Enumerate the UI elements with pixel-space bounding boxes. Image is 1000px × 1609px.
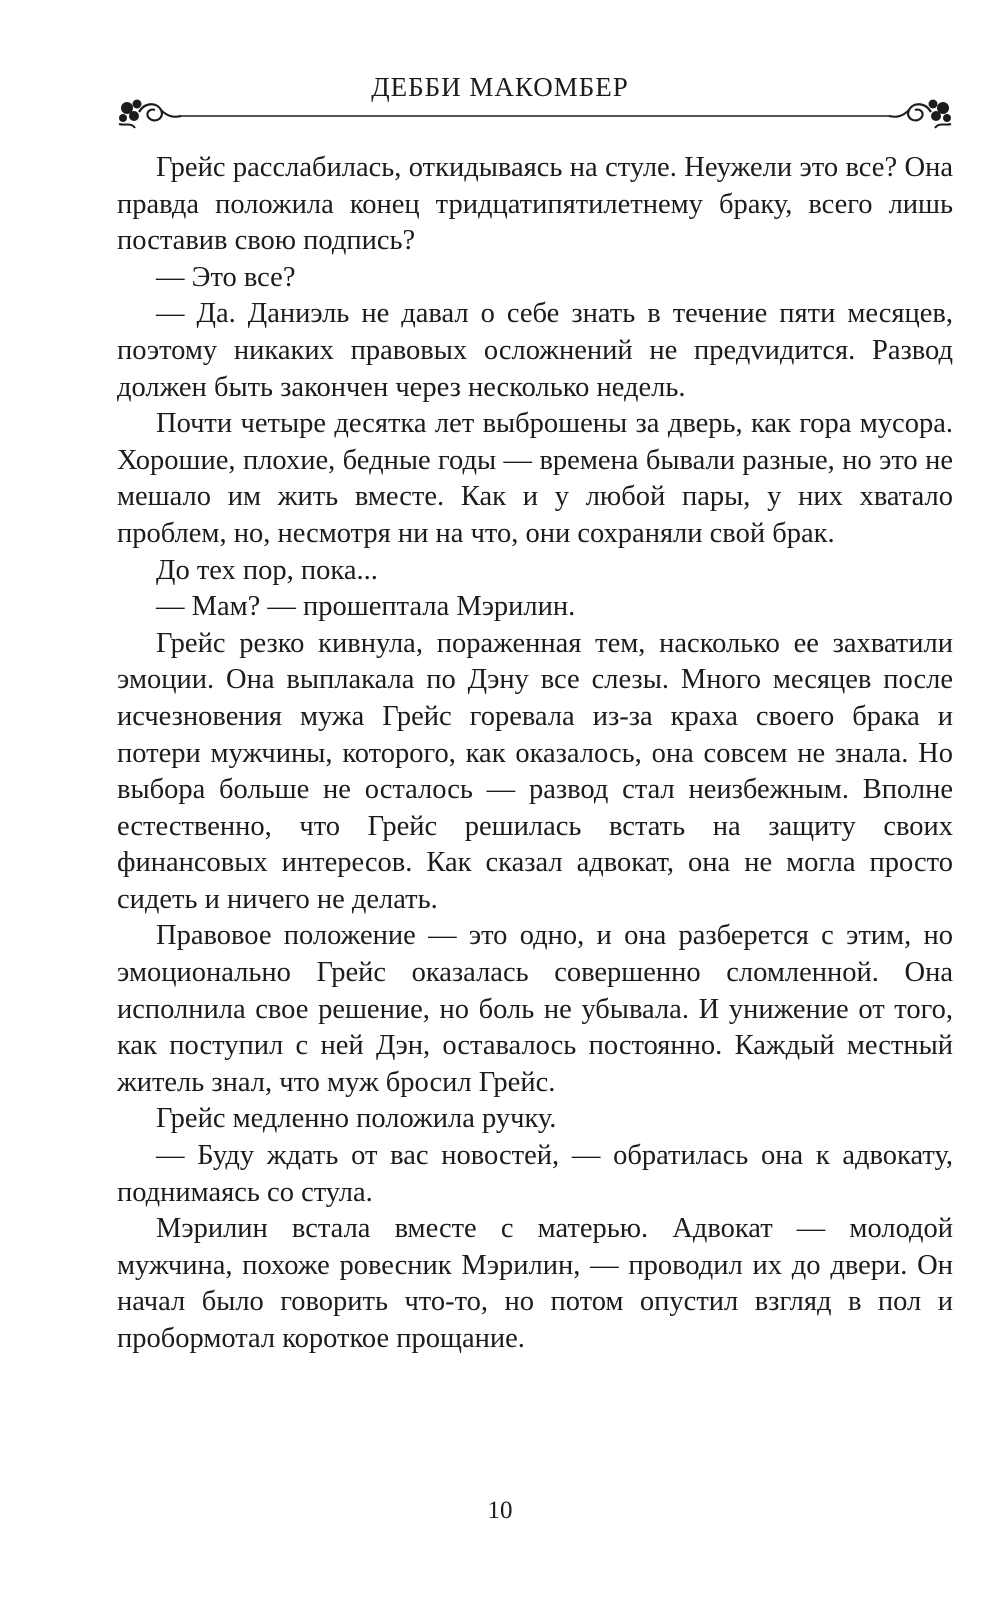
- right-flourish-icon: [889, 100, 951, 129]
- body-text: [117, 150, 953, 1358]
- paragraph: Правовое положение — это одно, и она разберется с этим, но эмоционально Грейс оказалась совершенно сломленной. Она исполнила свое решение, но боль не убывала. И унижение от того, как поступил с ней Дэн, оставалось постоянно. Каждый местный житель знал, что муж бросил Грейс.: [117, 920, 953, 1098]
- running-title: ДЕББИ МАКОМБЕР: [371, 72, 629, 102]
- paragraph: — Буду ждать от вас новостей, — обратилась она к адвокату, поднимаясь со стула.: [117, 1140, 953, 1208]
- paragraph: Грейс расслабилась, откидываясь на стуле. Неужели это все? Она правда положила конец тридцатипятилетнему браку, всего лишь поставив свою подпись?: [117, 152, 953, 257]
- paragraph: — Это все?: [156, 261, 296, 293]
- paragraph: — Мам? — прошептала Мэрилин.: [156, 591, 576, 623]
- paragraph: Грейс медленно положила ручку.: [156, 1103, 557, 1135]
- paragraph: — Да. Даниэль не давал о себе знать в течение пяти месяцев, поэтому никаких правовых осложнений не предvидится. Развод должен быть закончен через несколько недель.: [117, 298, 953, 403]
- decorative-rule: [115, 98, 955, 132]
- paragraph: Почти четыре десятка лет выброшены за дверь, как гора мусора. Хорошие, плохие, бедные годы — времена бывали разные, но это не мешало им жить вместе. Как и у любой пары, у них хватало проблем, но, несмотря ни на что, они сохраняли свой брак.: [117, 408, 953, 549]
- paragraph: Мэрилин встала вместе с матерью. Адвокат — молодой мужчина, похоже ровесник Мэрилин, — проводил их до двери. Он начал было говорить что-то, но потом опустил взгляд в пол и пробормотал короткое прощание.: [117, 1213, 953, 1354]
- left-flourish-icon: [119, 100, 181, 129]
- paragraph: До тех пор, пока...: [156, 554, 378, 586]
- paragraph: Грейс резко кивнула, пораженная тем, насколько ее захватили эмоции. Она выплакала по Дэну все слезы. Много месяцев после исчезновения мужа Грейс горевала из-за краха своего брака и потери мужчины, которого, как оказалось, она совсем не знала. Но выбора больше не осталось — развод стал неизбежным. Вполне естественно, что Грейс решилась встать на защиту своих финансовых интересов. Как сказал адвокат, она не могла просто сидеть и ничего не делать.: [117, 627, 953, 915]
- page-number: 10: [487, 1497, 513, 1524]
